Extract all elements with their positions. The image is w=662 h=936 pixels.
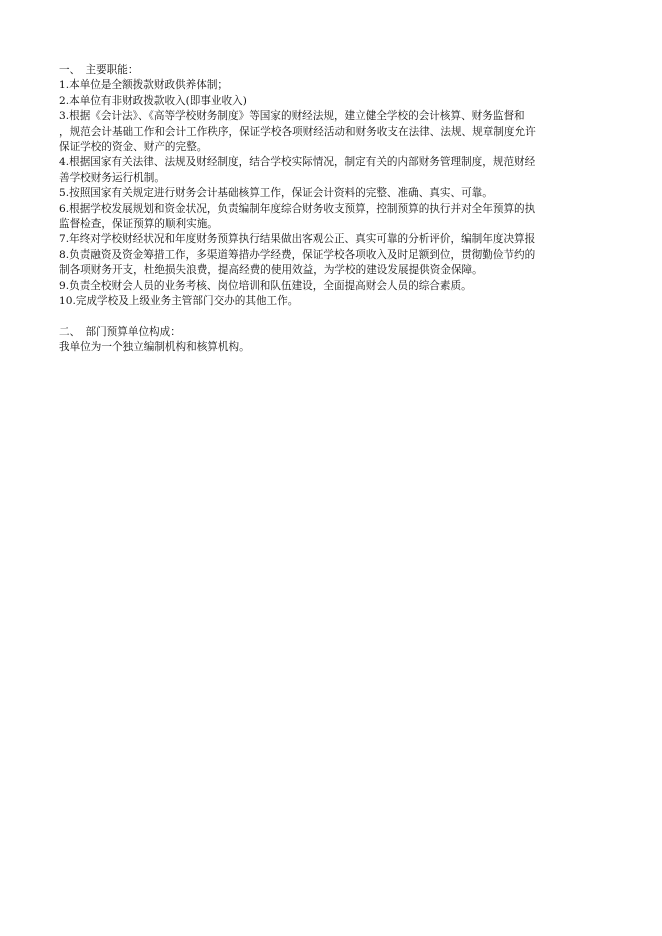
function-line-6: 6.根据学校发展规划和资金状况，负责编制年度综合财务收支预算，控制预算的执行并对全年预算的执 — [59, 202, 536, 215]
function-line-5: 5.按照国家有关规定进行财务会计基础核算工作，保证会计资料的完整、准确、真实、可靠。 — [59, 187, 493, 200]
section-heading-main-functions: 一、 主要职能： — [59, 64, 139, 76]
function-line-3-cont-2: 保证学校的资金、财产的完整。 — [59, 141, 208, 154]
function-line-8: 8.负责融资及资金筹措工作，多渠道筹措办学经费，保证学校各项收入及时足额到位，贯彻勤俭节约的 — [59, 248, 536, 261]
function-line-4-cont: 善学校财务运行机制。 — [59, 171, 165, 184]
function-line-10: 10.完成学校及上级业务主管部门交办的其他工作。 — [59, 295, 299, 308]
document-page — [59, 63, 609, 356]
section-heading-budget-units: 二、 部门预算单位构成： — [59, 325, 181, 338]
section-spacer — [59, 310, 609, 325]
function-line-8-cont: 制各项财务开支，杜绝损失浪费，提高经费的使用效益，为学校的建设发展提供资金保障。 — [59, 264, 483, 277]
function-line-3: 3.根据《会计法》、《高等学校财务制度》等国家的财经法规，建立健全学校的会计核算、财务监督和 — [59, 110, 525, 123]
function-line-4: 4.根据国家有关法律、法规及财经制度，结合学校实际情况，制定有关的内部财务管理制度，规范财经 — [59, 156, 536, 169]
function-line-9: 9.负责全校财会人员的业务考核、岗位培训和队伍建设，全面提高财会人员的综合素质。 — [59, 279, 472, 292]
function-line-3-cont-1: ，规范会计基础工作和会计工作秩序，保证学校各项财经活动和财务收支在法律、法规、规章制度允许 — [59, 125, 536, 138]
function-line-6-cont: 监督检查，保证预算的顺利实施。 — [59, 218, 218, 231]
function-line-7: 7.年终对学校财经状况和年度财务预算执行结果做出客观公正、真实可靠的分析评价，编制年度决算报 — [59, 233, 536, 246]
budget-unit-line-1: 我单位为一个独立编制机构和核算机构。 — [59, 341, 250, 354]
function-line-2: 2.本单位有非财政拨款收入(即事业收入) — [59, 94, 247, 107]
function-line-1: 1.本单位是全额拨款财政供养体制； — [59, 79, 229, 92]
